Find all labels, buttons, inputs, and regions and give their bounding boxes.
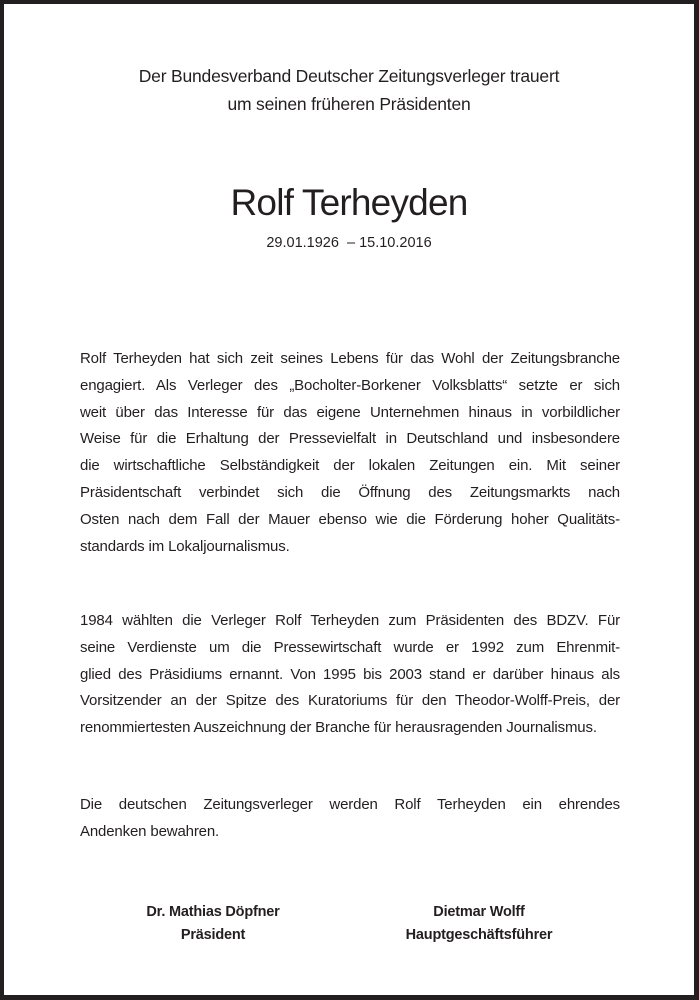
signatory-president (113, 901, 313, 947)
signatory-title: Präsident (180, 927, 246, 943)
text-line: seine Verdienste um die Pressewirtschaft wurde er 1992 zum Ehrenmit- (80, 638, 620, 656)
signatory-name: Dietmar Wolff (433, 904, 525, 920)
text-line: Osten nach dem Fall der Mauer ebenso wie die Förderung hoher Qualitäts- (80, 510, 620, 528)
paragraph-3 (80, 792, 620, 846)
text-line: die wirtschaftliche Selbständigkeit der lokalen Zeitungen ein. Mit seiner (80, 457, 620, 475)
text-line: renommiertesten Auszeichnung der Branche für herausragenden Journalismus. (80, 719, 597, 737)
signatory-title: Hauptgeschäftsführer (405, 927, 553, 943)
text-line: engagiert. Als Verleger des „Bocholter-Borkener Volksblatts“ setzte er sich (80, 376, 620, 394)
life-dates: 29.01.1926 – 15.10.2016 (266, 235, 432, 251)
signatory-name: Dr. Mathias Döpfner (146, 904, 280, 920)
signatory-managing-director (379, 901, 579, 947)
text-line: Rolf Terheyden hat sich zeit seines Lebens für das Wohl der Zeitungsbranche (80, 350, 620, 367)
text-line: weit über das Interesse für das eigene Unternehmen hinaus in vorbildlicher (80, 403, 620, 421)
paragraph-1 (80, 346, 620, 560)
intro-line-1: Der Bundesverband Deutscher Zeitungsverleger trauert (138, 66, 560, 86)
obituary-notice (4, 4, 694, 995)
text-line: Weise für die Erhaltung der Pressevielfalt in Deutschland und insbesondere (80, 430, 620, 448)
text-line: Vorsitzender an der Spitze des Kuratoriums für den Theodor-Wolff-Preis, der (80, 692, 620, 710)
deceased-name: Rolf Terheyden (230, 182, 468, 223)
paragraph-2 (80, 608, 620, 742)
intro-line-2: um seinen früheren Präsidenten (227, 94, 471, 114)
text-line: Andenken bewahren. (80, 822, 220, 840)
intro-text (4, 62, 694, 118)
text-line: Präsidentschaft verbindet sich die Öffnung des Zeitungsmarkts nach (80, 483, 620, 501)
text-line: Die deutschen Zeitungsverleger werden Rolf Terheyden ein ehrendes (80, 796, 620, 813)
text-line: glied des Präsidiums ernannt. Von 1995 bis 2003 stand er darüber hinaus als (80, 665, 620, 683)
text-line: standards im Lokaljournalismus. (80, 537, 290, 555)
text-line: 1984 wählten die Verleger Rolf Terheyden zum Präsidenten des BDZV. Für (80, 612, 620, 629)
